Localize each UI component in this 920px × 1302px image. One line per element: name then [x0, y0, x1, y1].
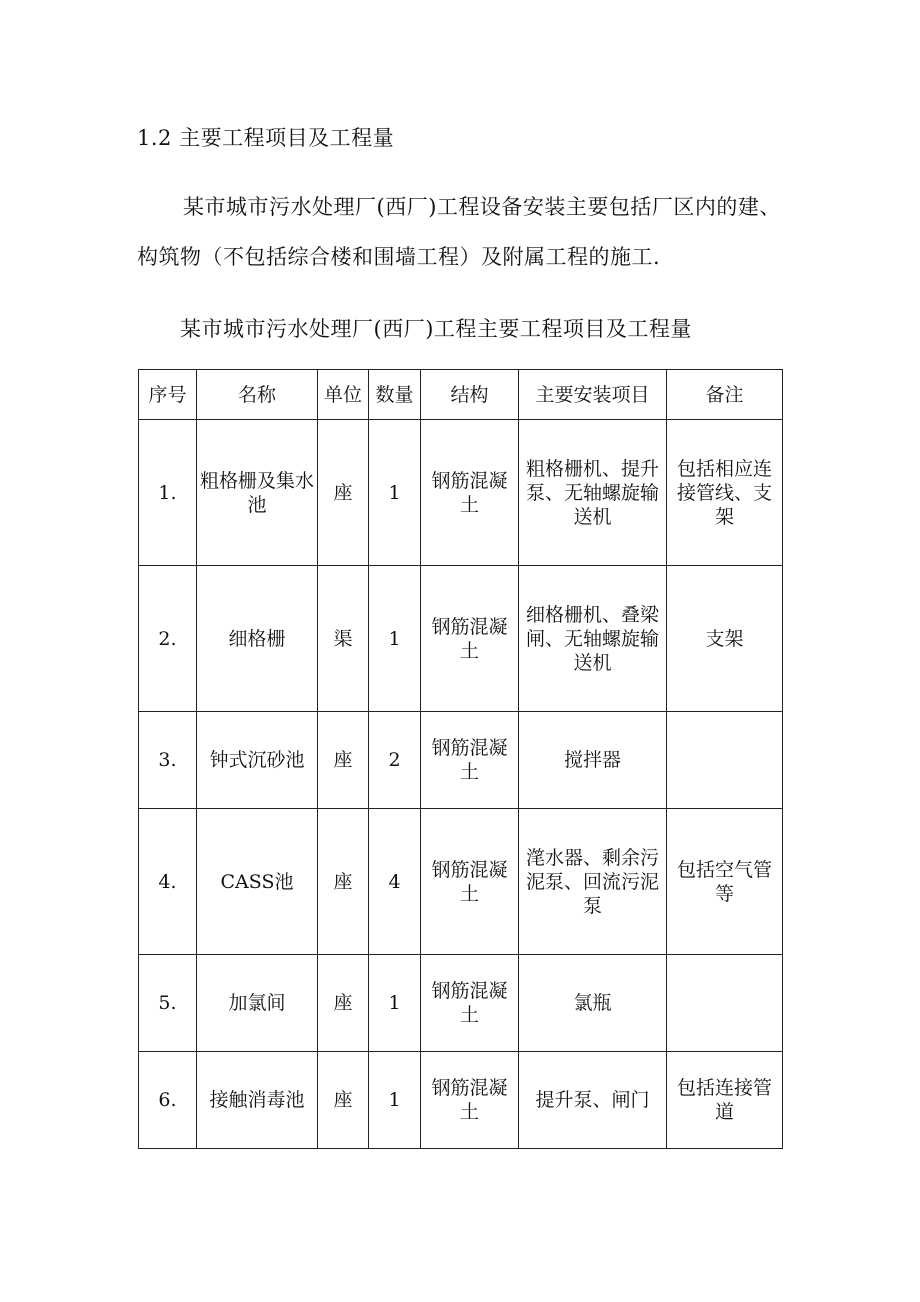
- cell-name: CASS池: [197, 809, 318, 955]
- cell-unit: 座: [318, 712, 369, 809]
- cell-unit: 座: [318, 420, 369, 566]
- header-unit: 单位: [318, 370, 369, 420]
- cell-items: 滗水器、剩余污泥泵、回流污泥泵: [519, 809, 667, 955]
- cell-name: 细格栅: [197, 566, 318, 712]
- table-caption: 某市城市污水处理厂(西厂)工程主要工程项目及工程量: [180, 317, 692, 341]
- cell-qty: 1: [369, 955, 421, 1052]
- cell-name: 钟式沉砂池: [197, 712, 318, 809]
- cell-unit: 座: [318, 955, 369, 1052]
- intro-line-2: 构筑物（不包括综合楼和围墙工程）及附属工程的施工.: [137, 245, 661, 269]
- cell-name: 加氯间: [197, 955, 318, 1052]
- header-name: 名称: [197, 370, 318, 420]
- intro-line-1: [137, 182, 785, 232]
- cell-seq: 4.: [139, 809, 197, 955]
- header-structure: 结构: [421, 370, 519, 420]
- table-row: [139, 420, 783, 566]
- cell-seq: 6.: [139, 1052, 197, 1149]
- cell-seq: 5.: [139, 955, 197, 1052]
- table-row: [139, 712, 783, 809]
- table-row: [139, 1052, 783, 1149]
- cell-items: 提升泵、闸门: [519, 1052, 667, 1149]
- cell-seq: 3.: [139, 712, 197, 809]
- cell-remark: [667, 712, 783, 809]
- cell-name: 接触消毒池: [197, 1052, 318, 1149]
- cell-remark: [667, 955, 783, 1052]
- cell-remark: 包括连接管道: [667, 1052, 783, 1149]
- cell-remark: 包括相应连接管线、支架: [667, 420, 783, 566]
- cell-remark: 包括空气管等: [667, 809, 783, 955]
- table-row: [139, 809, 783, 955]
- cell-unit: 座: [318, 1052, 369, 1149]
- intro-line-1-text: 某市城市污水处理厂(西厂)工程设备安装主要包括厂区内的建、: [183, 195, 781, 219]
- table-header-row: [139, 370, 783, 420]
- cell-seq: 1.: [139, 420, 197, 566]
- table-row: [139, 955, 783, 1052]
- cell-name: 粗格栅及集水池: [197, 420, 318, 566]
- header-remark: 备注: [667, 370, 783, 420]
- cell-items: 细格栅机、叠梁闸、无轴螺旋输送机: [519, 566, 667, 712]
- cell-structure: 钢筋混凝土: [421, 809, 519, 955]
- cell-structure: 钢筋混凝土: [421, 566, 519, 712]
- cell-remark: 支架: [667, 566, 783, 712]
- cell-seq: 2.: [139, 566, 197, 712]
- cell-qty: 1: [369, 420, 421, 566]
- cell-items: 氯瓶: [519, 955, 667, 1052]
- table-row: [139, 566, 783, 712]
- cell-unit: 渠: [318, 566, 369, 712]
- cell-structure: 钢筋混凝土: [421, 1052, 519, 1149]
- cell-items: 粗格栅机、提升泵、无轴螺旋输送机: [519, 420, 667, 566]
- cell-structure: 钢筋混凝土: [421, 955, 519, 1052]
- header-items: 主要安装项目: [519, 370, 667, 420]
- cell-qty: 1: [369, 1052, 421, 1149]
- intro-paragraph: [137, 182, 785, 282]
- quantities-table: [138, 369, 783, 1149]
- cell-qty: 4: [369, 809, 421, 955]
- cell-unit: 座: [318, 809, 369, 955]
- header-qty: 数量: [369, 370, 421, 420]
- section-heading: 1.2 主要工程项目及工程量: [137, 126, 395, 150]
- header-seq: 序号: [139, 370, 197, 420]
- cell-structure: 钢筋混凝土: [421, 420, 519, 566]
- cell-items: 搅拌器: [519, 712, 667, 809]
- cell-qty: 1: [369, 566, 421, 712]
- cell-qty: 2: [369, 712, 421, 809]
- cell-structure: 钢筋混凝土: [421, 712, 519, 809]
